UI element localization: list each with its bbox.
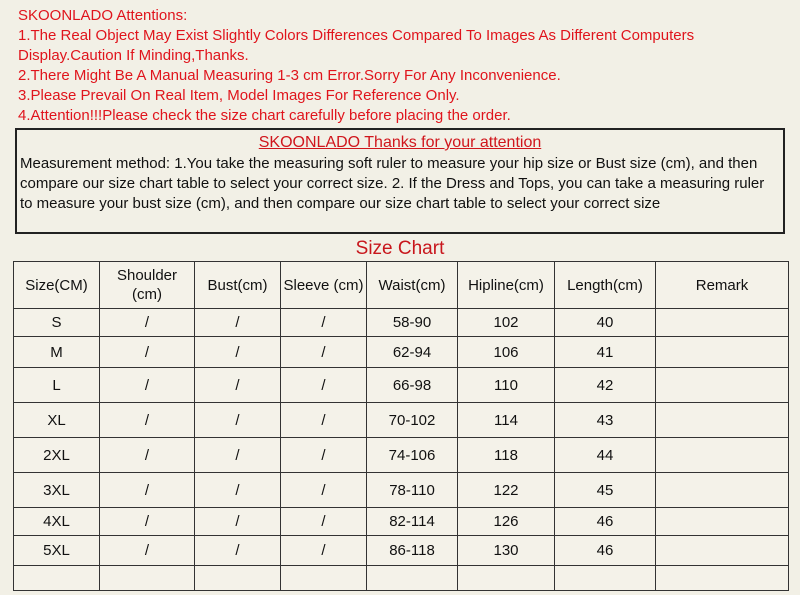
cell-bust: / (195, 536, 281, 566)
table-row (14, 403, 789, 438)
header-hipline: Hipline(cm) (458, 262, 555, 309)
header-length: Length(cm) (555, 262, 656, 309)
cell-bust (195, 566, 281, 591)
cell-remark (656, 508, 789, 536)
cell-waist: 78-110 (367, 473, 458, 508)
cell-waist: 62-94 (367, 337, 458, 368)
cell-hipline: 102 (458, 309, 555, 337)
table-header-row (14, 262, 789, 309)
notice-item-2: 2.There Might Be A Manual Measuring 1-3 cm Error.Sorry For Any Inconvenience. (18, 67, 561, 84)
cell-remark (656, 473, 789, 508)
cell-size: M (14, 337, 100, 368)
measurement-method-box (15, 128, 785, 234)
cell-waist: 74-106 (367, 438, 458, 473)
cell-hipline: 118 (458, 438, 555, 473)
table-row (14, 566, 789, 591)
header-shoulder: Shoulder (cm) (100, 262, 195, 309)
cell-remark (656, 337, 789, 368)
cell-size: L (14, 368, 100, 403)
cell-sleeve: / (281, 309, 367, 337)
cell-remark (656, 536, 789, 566)
notice-item-1: 1.The Real Object May Exist Slightly Colors Differences Compared To Images As Different Computers Display.Caution If Minding,Thanks. (18, 27, 695, 64)
cell-hipline: 126 (458, 508, 555, 536)
cell-remark (656, 438, 789, 473)
cell-bust: / (195, 473, 281, 508)
size-chart-body (14, 309, 789, 591)
method-box-text: Measurement method: 1.You take the measuring soft ruler to measure your hip size or Bust size (cm), and then compare our size chart table to select your correct size. 2. If the Dress and Tops, you can take a measuring ruler to measure your bust size (cm), and then compare our size chart table to select your correct size (20, 155, 765, 212)
size-chart-table (13, 261, 789, 591)
cell-shoulder: / (100, 337, 195, 368)
cell-sleeve: / (281, 368, 367, 403)
cell-hipline (458, 566, 555, 591)
table-row (14, 473, 789, 508)
cell-size (14, 566, 100, 591)
cell-length: 45 (555, 473, 656, 508)
table-row (14, 536, 789, 566)
cell-size: 5XL (14, 536, 100, 566)
cell-waist (367, 566, 458, 591)
attention-notices (18, 6, 793, 126)
cell-size: XL (14, 403, 100, 438)
cell-sleeve: / (281, 337, 367, 368)
cell-waist: 58-90 (367, 309, 458, 337)
table-row (14, 309, 789, 337)
cell-length: 41 (555, 337, 656, 368)
cell-hipline: 130 (458, 536, 555, 566)
cell-sleeve: / (281, 536, 367, 566)
cell-shoulder: / (100, 403, 195, 438)
cell-waist: 66-98 (367, 368, 458, 403)
cell-bust: / (195, 508, 281, 536)
cell-sleeve (281, 566, 367, 591)
cell-hipline: 110 (458, 368, 555, 403)
notice-item-4: 4.Attention!!!Please check the size chart carefully before placing the order. (18, 107, 511, 124)
cell-size: 3XL (14, 473, 100, 508)
cell-shoulder: / (100, 536, 195, 566)
cell-bust: / (195, 403, 281, 438)
cell-hipline: 114 (458, 403, 555, 438)
header-sleeve: Sleeve (cm) (281, 262, 367, 309)
cell-length (555, 566, 656, 591)
size-chart-title: Size Chart (355, 238, 445, 259)
notice-item-3: 3.Please Prevail On Real Item, Model Images For Reference Only. (18, 87, 460, 104)
cell-length: 46 (555, 536, 656, 566)
cell-bust: / (195, 309, 281, 337)
cell-shoulder: / (100, 473, 195, 508)
cell-waist: 70-102 (367, 403, 458, 438)
cell-shoulder: / (100, 508, 195, 536)
cell-waist: 86-118 (367, 536, 458, 566)
cell-sleeve: / (281, 438, 367, 473)
table-row (14, 438, 789, 473)
header-remark: Remark (656, 262, 789, 309)
cell-length: 46 (555, 508, 656, 536)
cell-sleeve: / (281, 403, 367, 438)
header-waist: Waist(cm) (367, 262, 458, 309)
cell-shoulder: / (100, 438, 195, 473)
cell-length: 43 (555, 403, 656, 438)
cell-hipline: 122 (458, 473, 555, 508)
table-row (14, 337, 789, 368)
cell-remark (656, 566, 789, 591)
header-size: Size(CM) (14, 262, 100, 309)
cell-bust: / (195, 368, 281, 403)
header-bust: Bust(cm) (195, 262, 281, 309)
cell-size: S (14, 309, 100, 337)
cell-sleeve: / (281, 508, 367, 536)
cell-size: 4XL (14, 508, 100, 536)
notice-heading: SKOONLADO Attentions: (18, 7, 188, 24)
cell-shoulder: / (100, 309, 195, 337)
cell-remark (656, 309, 789, 337)
cell-length: 40 (555, 309, 656, 337)
table-row (14, 368, 789, 403)
cell-shoulder (100, 566, 195, 591)
cell-length: 44 (555, 438, 656, 473)
cell-bust: / (195, 337, 281, 368)
cell-shoulder: / (100, 368, 195, 403)
cell-length: 42 (555, 368, 656, 403)
cell-size: 2XL (14, 438, 100, 473)
cell-remark (656, 368, 789, 403)
cell-hipline: 106 (458, 337, 555, 368)
cell-sleeve: / (281, 473, 367, 508)
cell-waist: 82-114 (367, 508, 458, 536)
cell-bust: / (195, 438, 281, 473)
method-box-title: SKOONLADO Thanks for your attention (258, 134, 542, 151)
cell-remark (656, 403, 789, 438)
table-row (14, 508, 789, 536)
